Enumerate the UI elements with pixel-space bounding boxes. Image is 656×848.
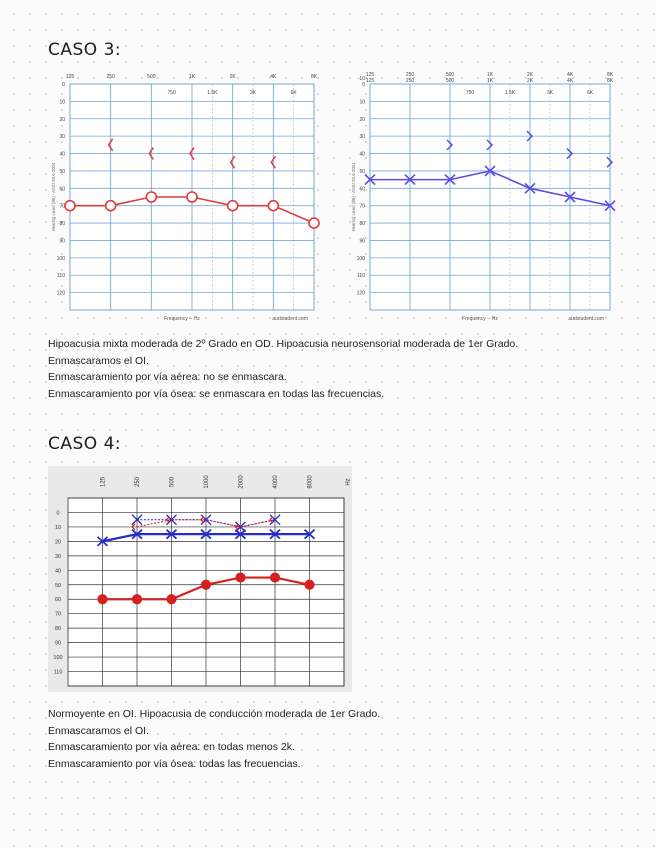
c3r-freq-label: 1K — [486, 72, 494, 78]
caso3-notes — [48, 336, 518, 402]
caso3-left-audiogram — [48, 70, 324, 328]
c3l-db-label: 30 — [59, 134, 65, 141]
c3l-air-conduction-right-marker — [268, 201, 278, 211]
c3r-freq-label: 8K — [606, 72, 614, 78]
c3l-db-label: 0 — [62, 82, 65, 88]
c4-air-conduction-right-marker — [98, 595, 107, 604]
c3l-freq-label: 2K — [229, 74, 236, 80]
c3r-db-label: 100 — [356, 255, 365, 262]
c4-air-conduction-right-marker — [201, 580, 210, 589]
c4-db-label: 50 — [54, 582, 62, 589]
c3r-freq-label: 250 — [405, 72, 415, 78]
c3r-db-label: 0 — [362, 82, 365, 88]
c3l-x-axis-label: Frequency -- Hz — [164, 316, 200, 322]
caso3-note-bone-mask: Enmascaramiento por vía ósea: se enmascara en todas las frecuencias. — [48, 387, 385, 400]
c3l-air-conduction-right-marker — [106, 201, 116, 211]
c3r-credit: audstudent.com — [568, 316, 604, 322]
c3r-freq-label-2: 1K — [486, 78, 494, 84]
c3r-db-label: 110 — [357, 273, 365, 280]
c3l-db-label: 20 — [59, 116, 65, 123]
c4-freq-label: 500 — [169, 476, 176, 488]
c4-freq-label: 8000 — [307, 475, 314, 489]
c4-db-label: 30 — [54, 553, 62, 560]
c4-db-label: 10 — [54, 524, 62, 531]
c4-air-conduction-right-marker — [167, 595, 176, 604]
c3l-db-label: 120 — [56, 290, 65, 297]
c4-db-label: 70 — [54, 611, 62, 618]
caso3-note-diagnosis: Hipoacusia mixta moderada de 2º Grado en OD. Hipoacusia neurosensorial moderada de 1er Grado. — [48, 338, 519, 350]
c3l-freq-label: 8K — [310, 74, 318, 80]
c3l-db-label: 10 — [59, 99, 65, 106]
c3r-db-label: 50 — [359, 168, 365, 175]
c3r-db-label: 90 — [359, 238, 365, 245]
caso4-note-air-mask: Enmascaramiento por vía aérea: en todas menos 2k. — [48, 741, 295, 753]
c3r-db-label: -10 — [357, 76, 365, 82]
c3l-air-conduction-right-marker — [228, 201, 238, 211]
c4-db-label: 100 — [53, 655, 63, 662]
c3l-freq-label: 250 — [106, 74, 115, 80]
caso4-title: CASO 4: — [48, 434, 122, 454]
c3l-db-label: 100 — [56, 255, 65, 262]
c4-db-label: 110 — [53, 669, 63, 676]
c4-air-conduction-right-marker — [270, 573, 279, 582]
c3r-freq-sublabel: 6K — [586, 90, 594, 96]
c3l-db-label: 80 — [59, 221, 65, 228]
c3r-freq-label-2: 250 — [405, 78, 415, 84]
c3r-freq-label-2: 500 — [445, 78, 455, 84]
c4-db-label: 80 — [54, 626, 62, 633]
c4-db-label: 0 — [56, 510, 60, 517]
c3r-x-axis-label: Frequency -- Hz — [462, 316, 498, 322]
c3r-freq-sublabel: 3K — [546, 90, 554, 96]
c4-air-conduction-right-marker — [305, 580, 314, 589]
c3l-freq-label: 4K — [270, 74, 277, 80]
caso4-note-mask-ear: Enmascaramos el OI. — [48, 724, 149, 737]
c3l-freq-label: 1K — [188, 74, 196, 80]
c3r-db-label: 20 — [359, 116, 365, 123]
c4-freq-label: 250 — [135, 476, 141, 488]
c3r-freq-sublabel: 750 — [465, 90, 475, 96]
c4-db-label: 40 — [54, 568, 62, 575]
c3r-freq-label-2: 2K — [526, 78, 534, 84]
c3l-air-conduction-right-marker — [146, 192, 156, 202]
c3r-db-label: 10 — [359, 99, 365, 106]
c3r-db-label: 60 — [359, 186, 365, 193]
c3l-credit: audstudent.com — [272, 316, 308, 322]
c3l-db-label: 50 — [59, 168, 65, 175]
caso3-right-audiogram — [348, 70, 620, 328]
c3l-freq-sublabel: 750 — [167, 90, 176, 96]
c3r-db-label: 80 — [359, 221, 365, 228]
c3l-db-label: 70 — [59, 203, 65, 210]
caso3-note-air-mask: Enmascaramiento por vía aérea: no se enmascara. — [48, 371, 287, 383]
c3r-freq-label-2: 4K — [566, 78, 574, 84]
c3r-y-axis-label: Hearing Level (dB) - ANSI S3.6-2004 — [351, 162, 356, 232]
c3r-db-label: 30 — [359, 134, 365, 141]
c3l-db-label: 90 — [59, 238, 65, 245]
c3l-freq-label: 125 — [65, 74, 75, 80]
caso4-notes — [48, 706, 380, 772]
c3l-db-label: 60 — [59, 186, 65, 193]
c3r-freq-label: 125 — [365, 72, 375, 78]
c4-freq-label: 2000 — [238, 475, 245, 489]
c3l-freq-sublabel: 3K — [249, 90, 257, 96]
c3r-freq-label-2: 125 — [365, 78, 375, 84]
c4-freq-label: 4000 — [273, 475, 279, 489]
c4-db-label: 20 — [54, 539, 62, 546]
c3l-db-label: 40 — [59, 151, 65, 158]
caso3-title: CASO 3: — [48, 40, 122, 60]
c4-db-label: 90 — [54, 640, 62, 647]
c3r-freq-label: 2K — [526, 72, 534, 78]
caso4-audiogram — [48, 466, 352, 692]
caso4-note-diagnosis: Normoyente en OI. Hipoacusia de conducción moderada de 1er Grado. — [48, 708, 381, 720]
caso3-note-mask-ear: Enmascaramos el OI. — [48, 354, 149, 367]
c3r-freq-label: 4K — [566, 72, 574, 78]
c3l-air-conduction-right-marker — [65, 201, 75, 211]
c3l-air-conduction-right-marker — [187, 192, 197, 202]
c3r-freq-label: 500 — [445, 72, 455, 78]
c4-db-label: 60 — [54, 597, 62, 604]
c4-air-conduction-right-marker — [132, 595, 141, 604]
c3l-y-axis-label: Hearing Level (dB) - ANSI S3.6-2004 — [51, 162, 56, 232]
caso4-note-bone-mask: Enmascaramiento por vía ósea: todas las frecuencias. — [48, 757, 301, 770]
c4-freq-label: 125 — [100, 476, 107, 488]
c3r-db-label: 70 — [359, 203, 365, 210]
c4-air-conduction-right-marker — [236, 573, 245, 582]
c4-freq-label: 1000 — [204, 475, 210, 489]
c3r-freq-label-2: 8K — [606, 78, 614, 84]
c3r-db-label: 40 — [359, 151, 365, 158]
c3l-air-conduction-right-marker — [309, 218, 319, 228]
c3r-db-label: 120 — [356, 290, 365, 297]
c3l-db-label: 110 — [57, 273, 65, 280]
c3l-freq-label: 500 — [147, 74, 156, 80]
c3l-freq-sublabel: 6K — [290, 90, 297, 96]
c4-freq-label: Hz — [345, 478, 352, 486]
c3l-freq-sublabel: 1.5K — [207, 90, 218, 96]
c3r-freq-sublabel: 1.5K — [504, 90, 516, 96]
